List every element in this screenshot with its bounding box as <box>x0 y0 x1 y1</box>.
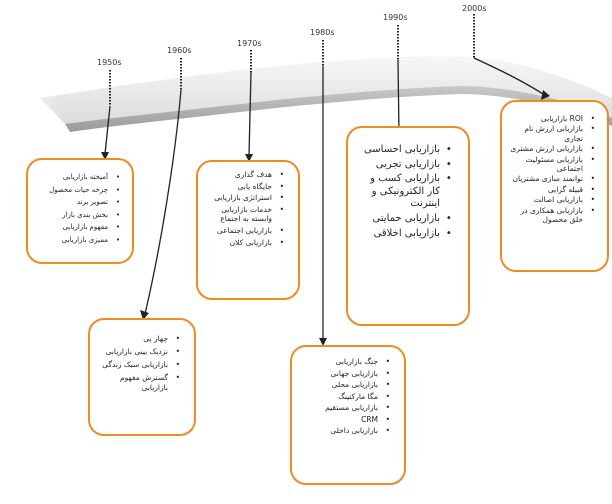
concept-item: مگا مارکتینگ • <box>298 392 378 402</box>
concept-item: خدمات بازاریابی وابسته به اجتماع • <box>204 205 272 224</box>
concept-item: بازاریابی سبک زندگی • <box>96 360 168 370</box>
concept-list-1960 <box>96 334 168 393</box>
concept-item: چرخه حیات محصول • <box>36 185 108 196</box>
decade-label-2000: 2000s <box>462 4 487 13</box>
concept-item: استراتژی بازاریابی • <box>204 193 272 203</box>
concept-list-1970 <box>204 170 272 247</box>
concept-item: CRM • <box>298 415 378 425</box>
concept-item: بازاریابی ارزش مشتری • <box>506 144 583 153</box>
concept-item: بازاریابی مسئولیت اجتماعی • <box>506 155 583 174</box>
concept-item: بازاریابی کلان • <box>204 238 272 248</box>
concept-item: بازاریابی ارزش نام تجاری • <box>506 124 583 143</box>
decade-label-1990: 1990s <box>383 13 408 22</box>
concept-item: بازاریابی ROI • <box>506 114 583 123</box>
concept-item: بازاریابی مستقیم • <box>298 403 378 413</box>
concept-item: ممیزی بازاریابی • <box>36 235 108 246</box>
decade-label-1970: 1970s <box>237 39 262 48</box>
decade-label-1950: 1950s <box>97 58 122 67</box>
concept-box-1960 <box>88 318 196 436</box>
concept-item: بازاریابی محلی • <box>298 380 378 390</box>
concept-item: جنگ بازاریابی • <box>298 357 378 367</box>
concept-item: بازاریابی احساسی • <box>356 144 440 157</box>
concept-item: بازاریابی داخلی • <box>298 426 378 436</box>
concept-list-1990 <box>356 144 440 240</box>
concept-item: آمیخته بازاریابی • <box>36 172 108 183</box>
concept-item: جایگاه یابی • <box>204 182 272 192</box>
concept-box-2000 <box>500 100 609 272</box>
concept-box-1990 <box>346 126 470 326</box>
concept-box-1980 <box>290 345 406 485</box>
concept-item: بازاریابی اجتماعی • <box>204 226 272 236</box>
concept-item: بازاریابی همکاری در خلق محصول • <box>506 206 583 225</box>
concept-item: بازاریابی کسب و کار الکترونیکی و اینترنت • <box>356 173 440 211</box>
concept-item: هدف گذاری • <box>204 170 272 180</box>
decade-label-1960: 1960s <box>167 46 192 55</box>
concept-item: بازاریابی تجربی • <box>356 159 440 172</box>
concept-box-1950 <box>26 158 134 264</box>
concept-item: بازاریابی حمایتی • <box>356 213 440 226</box>
concept-list-2000 <box>506 114 583 224</box>
concept-item: تصویر برند • <box>36 197 108 208</box>
concept-item: بازاریابی جهانی • <box>298 369 378 379</box>
concept-item: گسترش مفهوم بازاریابی • <box>96 373 168 393</box>
concept-item: قبیله گرایی • <box>506 185 583 194</box>
concept-item: بازاریابی اخلاقی • <box>356 228 440 241</box>
concept-item: بازاریابی اصالت • <box>506 195 583 204</box>
concept-list-1950 <box>36 172 108 245</box>
concept-item: نزدیک بینی بازاریابی • <box>96 347 168 357</box>
decade-label-1980: 1980s <box>310 28 335 37</box>
concept-item: مفهوم بازاریابی • <box>36 222 108 233</box>
concept-list-1980 <box>298 357 378 436</box>
concept-item: بخش بندی بازار • <box>36 210 108 221</box>
concept-item: توانمند سازی مشتریان • <box>506 174 583 183</box>
concept-item: چهار پی • <box>96 334 168 344</box>
concept-box-1970 <box>196 160 300 300</box>
